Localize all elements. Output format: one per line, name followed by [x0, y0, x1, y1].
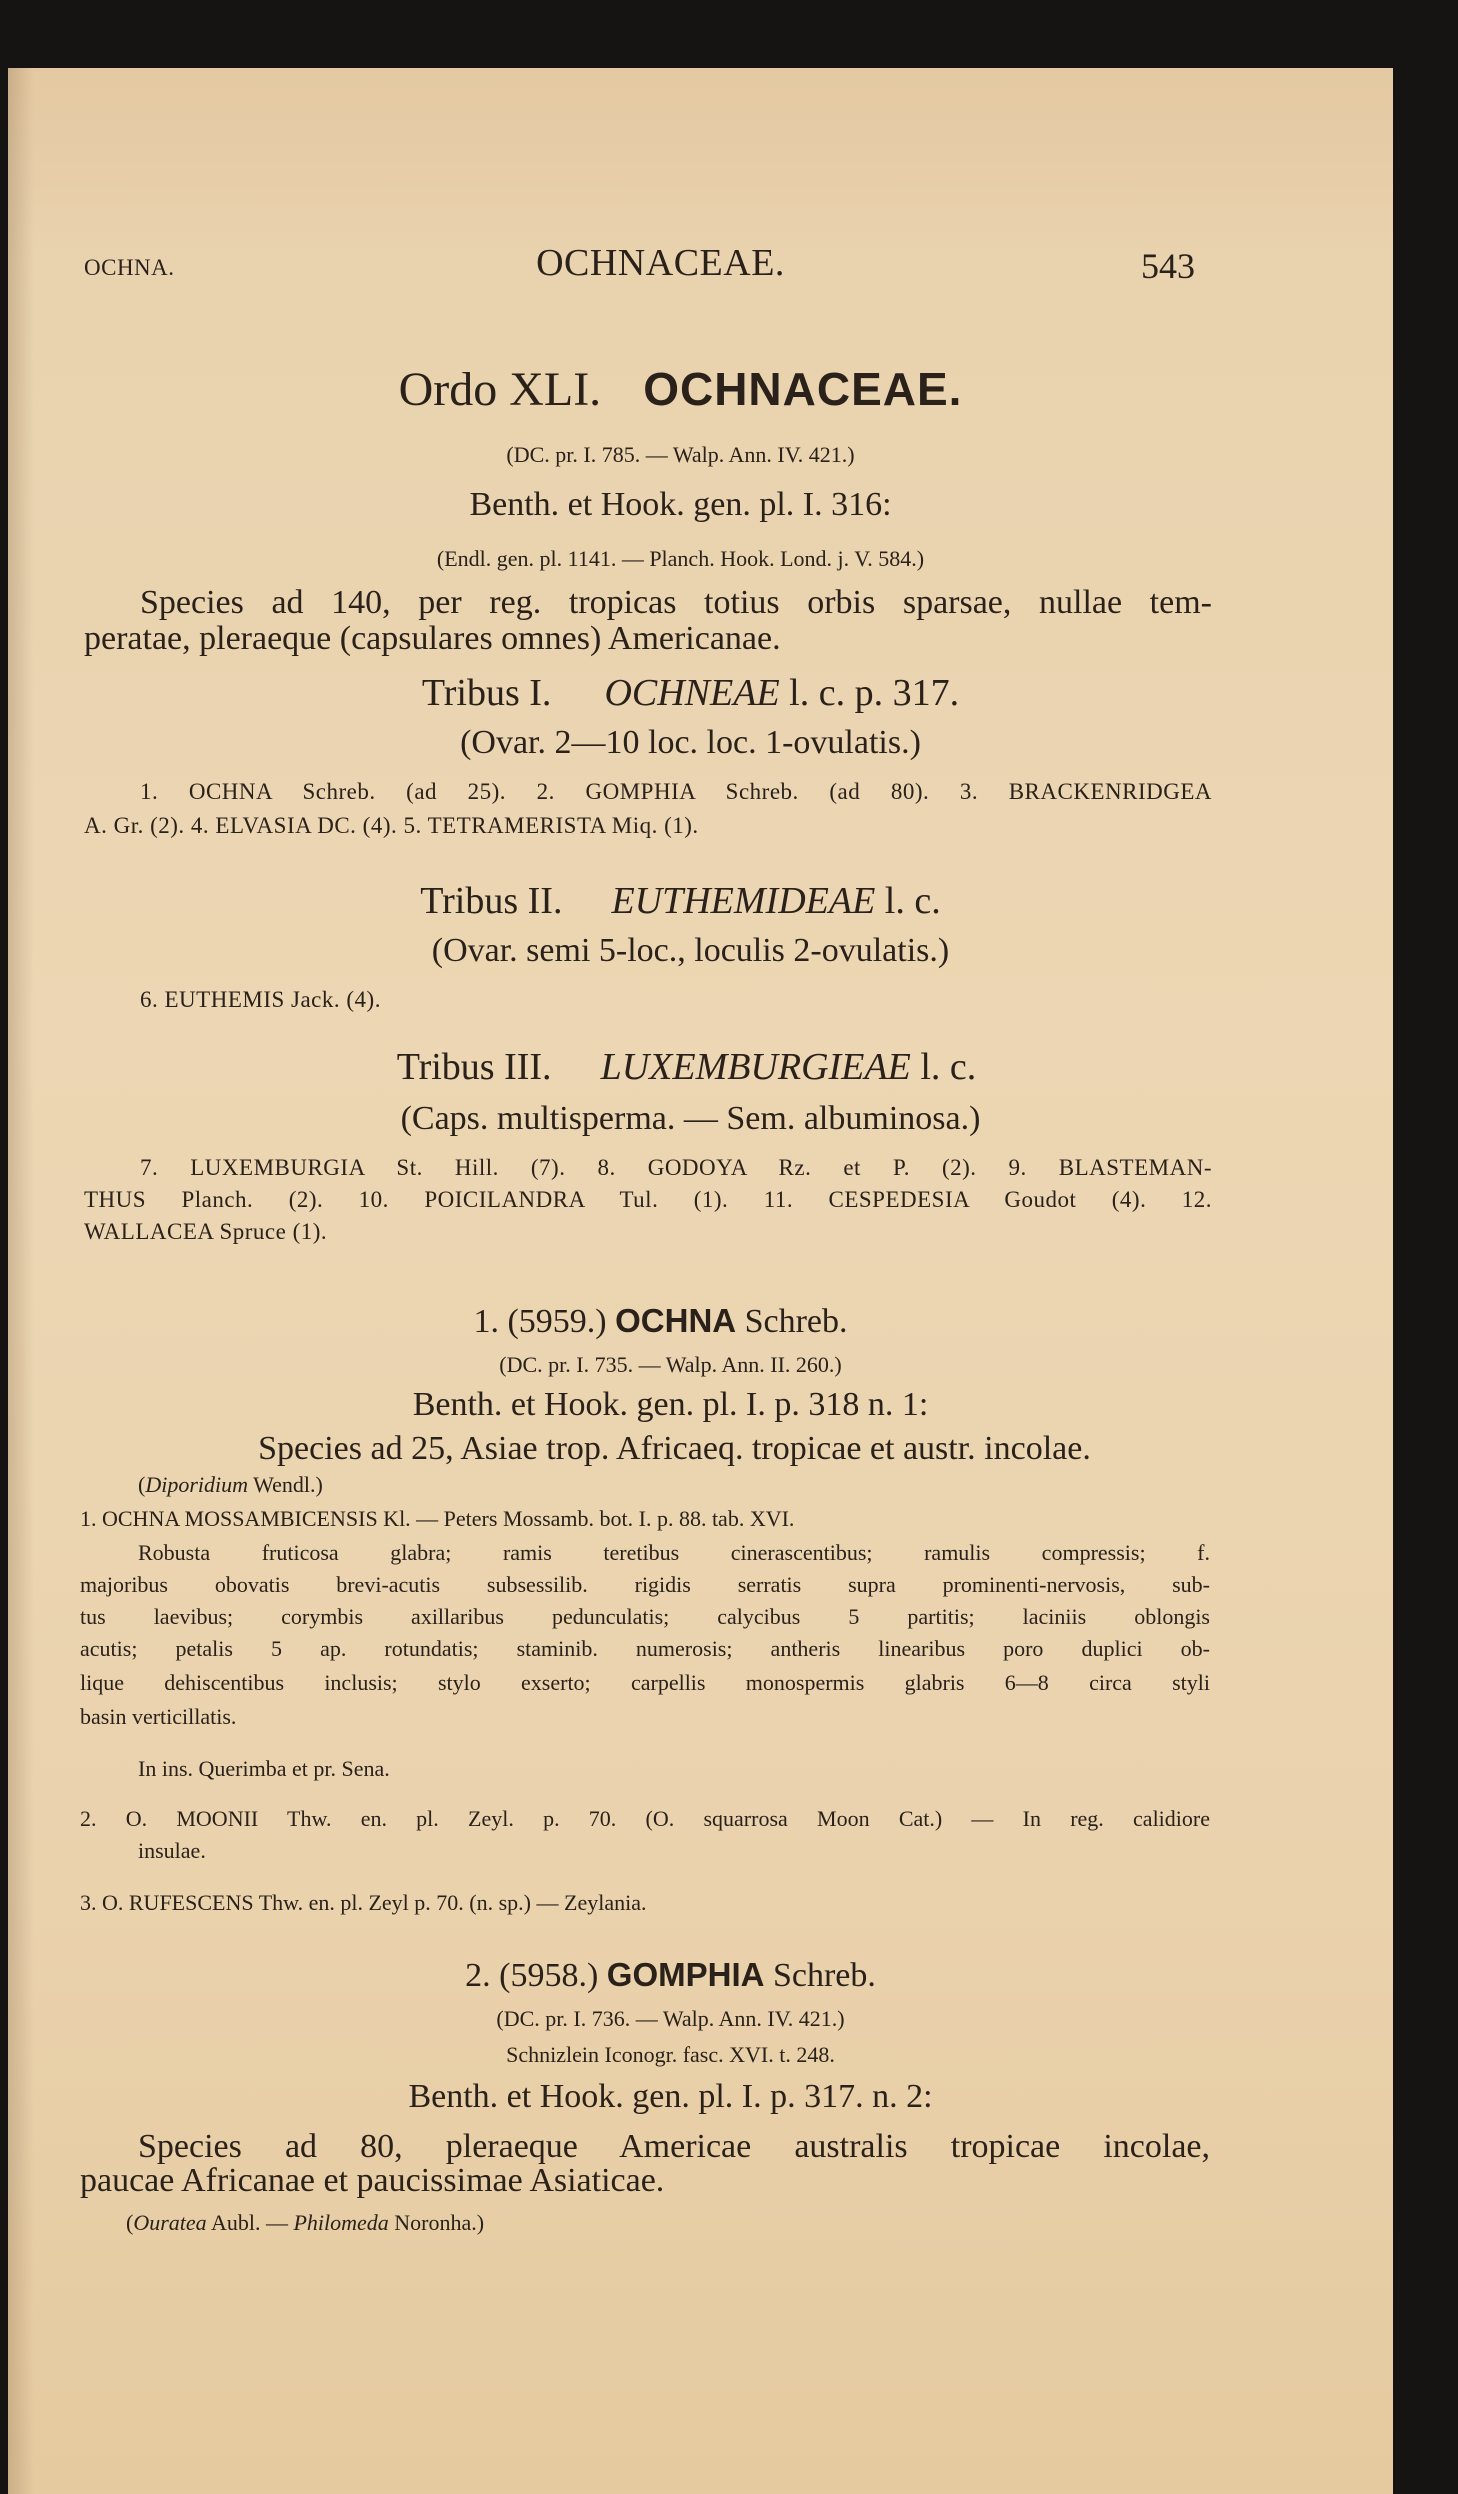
genus-2-name: GOMPHIA [606, 1956, 765, 1993]
genus-2-synonym-1-author: Aubl. — [210, 2210, 288, 2235]
species-3-line: 3. O. RUFESCENS Thw. en. pl. Zeyl p. 70. (n. sp.) — Zeylania. [80, 1890, 647, 1915]
tribus-1-genera-line: A. Gr. (2). 4. ELVASIA DC. (4). 5. TETRAMERISTA Miq. (1). [84, 813, 699, 838]
genus-2-synonym-2-author: Noronha.) [394, 2210, 485, 2235]
tribus-1-genera-line: 1. OCHNA Schreb. (ad 25). 2. GOMPHIA Schreb. (ad 80). 3. BRACKENRIDGEA [140, 779, 1212, 804]
genus-2-number: 2. (5958.) [465, 1957, 599, 1994]
species-1-description-line: acutis; petalis 5 ap. rotundatis; staminib. numerosis; antheris linearibus poro duplici ob- [80, 1636, 1210, 1661]
species-1-description-line: basin verticillatis. [80, 1704, 237, 1729]
tribus-2-note: (Ovar. semi 5-loc., loculis 2-ovulatis.) [431, 932, 950, 969]
tribus-1-note: (Ovar. 2—10 loc. loc. 1-ovulatis.) [460, 724, 921, 761]
genus-1-heading [8, 1304, 1353, 1339]
tribus-2-name: EUTHEMIDEAE [611, 880, 876, 922]
tribus-3-label: Tribus III. [396, 1046, 552, 1088]
genus-1-name: OCHNA [615, 1302, 737, 1339]
genus-1-description: Species ad 25, Asiae trop. Africaeq. tropicae et austr. incolae. [258, 1430, 1091, 1467]
genus-2-synonym-1-name: Ouratea [133, 2210, 207, 2235]
species-1-locality: In ins. Querimba et pr. Sena. [138, 1756, 390, 1781]
tribus-1-label: Tribus I. [421, 672, 552, 714]
tribus-2-heading [8, 882, 1373, 920]
genus-2-description-line: paucae Africanae et paucissimae Asiaticae. [80, 2162, 665, 2199]
species-2-line: insulae. [138, 1838, 206, 1863]
ordo-description-line: Species ad 140, per reg. tropicas totius orbis sparsae, nullae tem- [140, 584, 1212, 621]
ordo-ref-endl: (Endl. gen. pl. 1141. — Planch. Hook. Lond. j. V. 584.) [436, 546, 925, 571]
genus-1-synonym: (Diporidium Wendl.) [138, 1472, 323, 1497]
tribus-3-ref: l. c. [920, 1046, 977, 1088]
genus-1-ref-benth: Benth. et Hook. gen. pl. I. p. 318 n. 1: [412, 1386, 929, 1423]
species-1-title: 1. OCHNA MOSSAMBICENSIS Kl. — Peters Mossamb. bot. I. p. 88. tab. XVI. [80, 1506, 795, 1531]
running-head-left: OCHNA. [84, 255, 175, 280]
genus-2-author: Schreb. [772, 1957, 876, 1994]
tribus-3-genera-line: THUS Planch. (2). 10. POICILANDRA Tul. (1). 11. CESPEDESIA Goudot (4). 12. [84, 1187, 1212, 1212]
tribus-2-ref: l. c. [884, 880, 941, 922]
species-1-description-line: lique dehiscentibus inclusis; stylo exserto; carpellis monospermis glabris 6—8 circa styli [80, 1670, 1210, 1695]
genus-2-ref-schnizlein: Schnizlein Iconogr. fasc. XVI. t. 248. [506, 2042, 835, 2067]
species-1-description-line: Robusta fruticosa glabra; ramis teretibus cinerascentibus; ramulis compressis; f. [138, 1540, 1210, 1565]
ordo-ref-dc: (DC. pr. I. 785. — Walp. Ann. IV. 421.) [506, 442, 855, 467]
tribus-3-heading [8, 1048, 1379, 1086]
genus-2-synonym-2-name: Philomeda [293, 2210, 389, 2235]
genus-2-synonyms: (Ouratea Aubl. — Philomeda Noronha.) [126, 2210, 485, 2235]
tribus-3-name: LUXEMBURGIEAE [600, 1046, 911, 1088]
ordo-ref-benth: Benth. et Hook. gen. pl. I. 316: [469, 486, 892, 523]
genus-2-description-line: Species ad 80, pleraeque Americae australis tropicae incolae, [138, 2128, 1210, 2165]
ordo-heading [8, 363, 1373, 416]
tribus-3-note: (Caps. multisperma. — Sem. albuminosa.) [400, 1100, 981, 1137]
genus-1-ref-dc: (DC. pr. I. 735. — Walp. Ann. II. 260.) [499, 1352, 842, 1377]
genus-1-number: 1. (5959.) [473, 1303, 607, 1340]
genus-2-heading [8, 1958, 1363, 1993]
species-1-description-line: tus laevibus; corymbis axillaribus pedunculatis; calycibus 5 partitis; laciniis oblongis [80, 1604, 1210, 1629]
tribus-1-ref: l. c. p. 317. [789, 672, 960, 714]
tribus-1-name: OCHNEAE [604, 672, 780, 714]
genus-2-ref-benth: Benth. et Hook. gen. pl. I. p. 317. n. 2: [408, 2078, 933, 2115]
genus-1-author: Schreb. [744, 1303, 848, 1340]
ordo-label: Ordo XLI. [398, 363, 602, 416]
genus-1-synonym-name: Diporidium [145, 1472, 249, 1497]
book-page [8, 68, 1393, 2494]
species-1-description-line: majoribus obovatis brevi-acutis subsessilib. rigidis serratis supra prominenti-nervosis, sub- [80, 1572, 1210, 1597]
tribus-3-genera-line: WALLACEA Spruce (1). [84, 1219, 328, 1244]
running-head-title: OCHNACEAE. [536, 242, 785, 284]
page-number: 543 [1141, 246, 1195, 286]
ordo-description-line: peratae, pleraeque (capsulares omnes) Americanae. [84, 620, 781, 657]
tribus-3-genera-line: 7. LUXEMBURGIA St. Hill. (7). 8. GODOYA Rz. et P. (2). 9. BLASTEMAN- [140, 1155, 1212, 1180]
tribus-1-heading [8, 674, 1383, 712]
species-2-line: 2. O. MOONII Thw. en. pl. Zeyl. p. 70. (O. squarrosa Moon Cat.) — In reg. calidiore [80, 1806, 1210, 1831]
tribus-2-label: Tribus II. [420, 880, 563, 922]
genus-2-ref-dc: (DC. pr. I. 736. — Walp. Ann. IV. 421.) [496, 2006, 845, 2031]
tribus-2-genera-line: 6. EUTHEMIS Jack. (4). [140, 987, 381, 1012]
ordo-name: OCHNACEAE. [643, 363, 963, 415]
genus-1-synonym-author: Wendl.) [253, 1472, 323, 1497]
